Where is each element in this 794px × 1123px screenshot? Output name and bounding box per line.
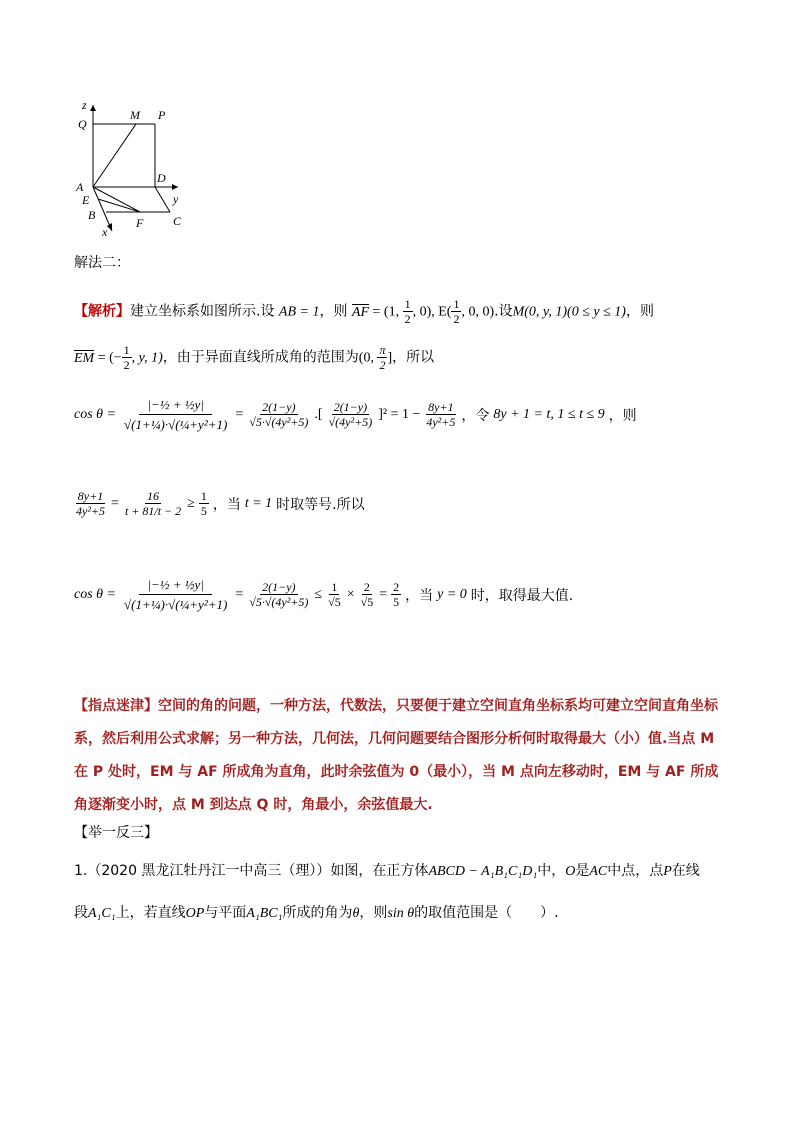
label-y: y (173, 192, 179, 206)
problem-line1: 1.（2020 黑龙江牡丹江一中高三（理））如图，在正方体ABCD − A₁B₁C₁D₁中，O是AC中点，点P在线 (74, 863, 700, 879)
method-title: 解法二： (74, 255, 130, 271)
analysis-tag: 【解析】 (74, 303, 130, 320)
label-c: C (173, 214, 182, 228)
segment-am (93, 124, 136, 187)
edge-dc (155, 187, 170, 212)
coordinate-figure (70, 95, 200, 245)
label-a: A (76, 180, 84, 194)
label-e: E (82, 193, 90, 207)
label-b: B (88, 208, 96, 222)
tips-paragraph (74, 690, 724, 822)
label-x: x (102, 225, 108, 239)
label-m: M (130, 108, 140, 122)
label-f: F (136, 216, 144, 230)
label-q: Q (78, 117, 87, 131)
equation-1: cos θ = $\frac{\text{|−½ + ½y|}}{\text{√(1+¼)·√(¼+y²+1)}}$ = $\frac{2(1-y)}{\text{√5·√(4y²+5)}}$ .[ $\frac{2(1-y)}{\text{√(4y²+5)}}$ ]² = 1 − $\frac{8y+1}{\text{4y²+5}}$ ，令 8y + 1 = t, 1 ≤ t ≤ 9 ，则 (74, 397, 637, 432)
analysis-line1: 【解析】建立坐标系如图所示.设 AB = 1，则 AF = (1, $\frac{1}{2}$ , 0), E( $\frac{1}{2}$ , 0, 0).设M(0, y, 1)(0 ≤ y ≤ 1)，则 (74, 297, 654, 326)
equation-2: $\frac{8y+1}{\text{4y²+5}}$ = $\frac{16}{t + 81/t - 2}$ ≥ $\frac{1}{5}$ ，当 t = 1 时取等号.所以 (76, 489, 365, 518)
equation-3: cos θ = $\frac{\text{|−½ + ½y|}}{\text{√(1+¼)·√(¼+y²+1)}}$ = $\frac{2(1-y)}{\text{√5·√(4y²+5)}}$ ≤ $\frac{1}{√5}$ × $\frac{2}{√5}$ = $\frac{2}{5}$ ，当 y = 0 时，取得最大值. (74, 577, 574, 612)
problem-line2: 段A₁C₁上，若直线OP与平面A₁BC₁所成的角为θ，则sin θ的取值范围是（ ）. (74, 905, 559, 921)
analysis-line2: EM = (− $\frac{1}{2}$ , y, 1)，由于异面直线所成角的范围为(0, $\frac{\pi}{2}$ ]，所以 (74, 343, 435, 372)
section-heading: 【举一反三】 (74, 825, 158, 841)
label-p: P (158, 108, 166, 122)
label-d: D (157, 171, 166, 185)
tips-tag: 【指点迷津】 (74, 698, 158, 714)
label-z: z (82, 98, 87, 112)
tips-text: 空间的角的问题，一种方法，代数法，只要便于建立空间直角坐标系均可建立空间直角坐标系，然后利用公式求解；另一种方法，几何法，几何问题要结合图形分析何时取得最大（小）值.当点 M 在 P 处时，EM 与 AF 所成角为直角，此时余弦值为 0（最小），当 M 点向左移动时，EM 与 AF 所成角逐渐变小时，点 M 到达点 Q 时，角最小，余弦值最大. (74, 698, 719, 813)
